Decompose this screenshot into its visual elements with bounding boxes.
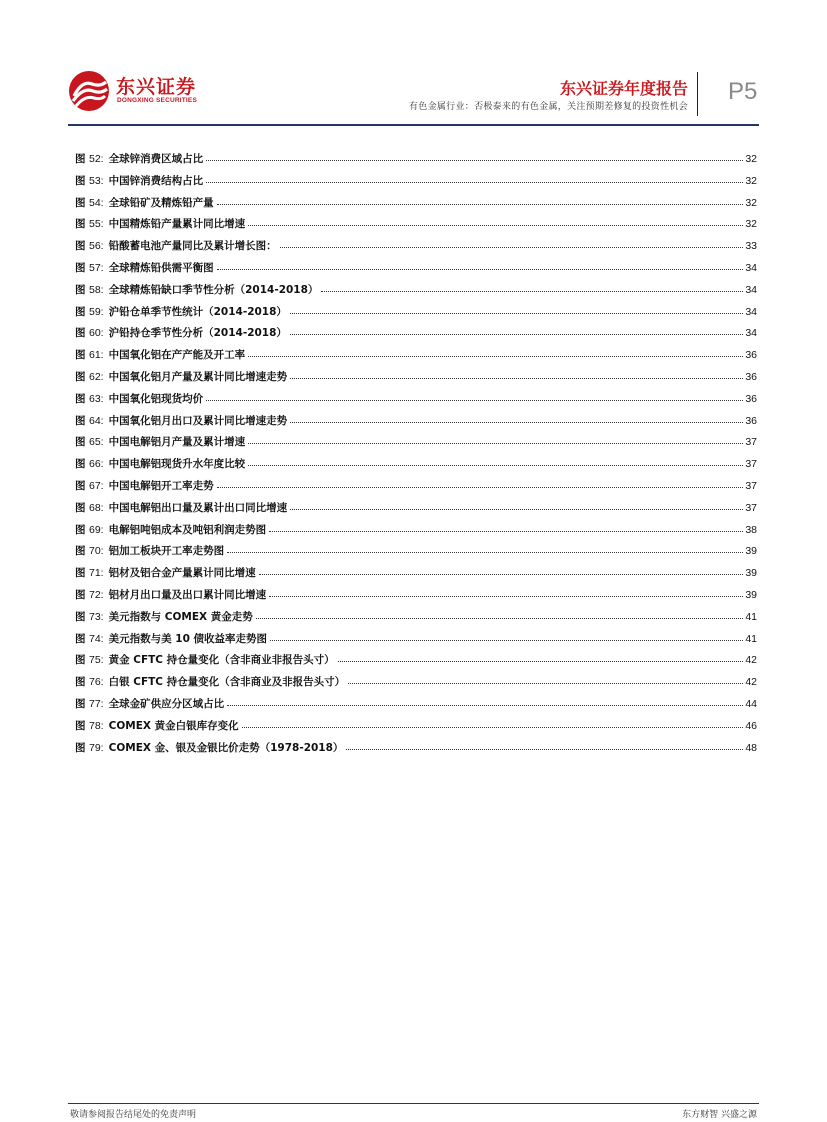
report-subtitle: 有色金属行业：否极泰来的有色金属，关注预期差修复的投资性机会 [408, 102, 688, 112]
dot-leader [206, 175, 743, 183]
figure-number: 78: [89, 719, 104, 732]
dot-leader [248, 458, 743, 466]
figure-list [75, 151, 757, 761]
page-reference: 42 [745, 654, 757, 667]
figure-title: COMEX 金、银及金银比价走势（1978-2018） [108, 741, 344, 754]
page-reference: 36 [745, 414, 757, 427]
toc-prefix: 图 [75, 414, 86, 427]
page-reference: 39 [745, 588, 757, 601]
page-reference: 34 [745, 305, 757, 318]
figure-number: 59: [89, 305, 104, 318]
figure-number: 76: [89, 676, 104, 689]
toc-prefix: 图 [75, 523, 86, 536]
figure-title: 美元指数与美 10 债收益率走势图 [108, 632, 268, 645]
figure-title: 黄金 CFTC 持仓量变化（含非商业非报告头寸） [108, 654, 335, 667]
logo-english-name: DONGXING SECURITIES [117, 97, 198, 104]
dot-leader [248, 349, 743, 357]
toc-prefix: 图 [75, 370, 86, 383]
toc-prefix: 图 [75, 436, 86, 449]
figure-title: 中国电解铝月产量及累计增速 [108, 436, 246, 449]
toc-entry[interactable] [75, 522, 757, 544]
toc-entry[interactable] [75, 238, 757, 260]
toc-prefix: 图 [75, 392, 86, 405]
toc-prefix: 图 [75, 610, 86, 623]
figure-title: 中国精炼铅产量累计同比增速 [108, 218, 246, 231]
toc-entry[interactable] [75, 609, 757, 631]
figure-number: 58: [89, 283, 104, 296]
toc-prefix: 图 [75, 458, 86, 471]
page-reference: 41 [745, 610, 757, 623]
figure-number: 71: [89, 567, 104, 580]
toc-prefix: 图 [75, 654, 86, 667]
page-reference: 32 [745, 196, 757, 209]
dot-leader [280, 240, 744, 248]
page-reference: 44 [745, 697, 757, 710]
figure-number: 60: [89, 327, 104, 340]
toc-entry[interactable] [75, 216, 757, 238]
toc-prefix: 图 [75, 545, 86, 558]
toc-prefix: 图 [75, 501, 86, 514]
figure-title: 全球铅矿及精炼铅产量 [108, 196, 214, 209]
figure-title: 中国电解铝现货升水年度比较 [108, 458, 246, 471]
toc-entry[interactable] [75, 500, 757, 522]
toc-prefix: 图 [75, 676, 86, 689]
figure-number: 53: [89, 174, 104, 187]
dot-leader [290, 371, 743, 379]
figure-title: 白银 CFTC 持仓量变化（含非商业及非报告头寸） [108, 676, 346, 689]
page-reference: 32 [745, 153, 757, 165]
figure-number: 69: [89, 523, 104, 536]
figure-number: 79: [89, 741, 104, 754]
report-title: 东兴证券年度报告 [559, 79, 688, 98]
figure-title: 全球锌消费区域占比 [108, 153, 204, 165]
toc-prefix: 图 [75, 479, 86, 492]
toc-entry[interactable] [75, 173, 757, 195]
page-reference: 48 [745, 741, 757, 754]
dot-leader [290, 502, 743, 510]
page-reference: 37 [745, 458, 757, 471]
figure-title: 全球精炼铅缺口季节性分析（2014-2018） [108, 283, 319, 296]
toc-prefix: 图 [75, 567, 86, 580]
page-reference: 37 [745, 479, 757, 492]
page-reference: 34 [745, 327, 757, 340]
toc-entry[interactable] [75, 325, 757, 347]
figure-title: 电解铝吨铝成本及吨铝利润走势图 [108, 523, 267, 536]
figure-title: 中国氧化铝月产量及累计同比增速走势 [108, 370, 288, 383]
page-reference: 36 [745, 392, 757, 405]
dot-leader [217, 480, 744, 488]
toc-prefix: 图 [75, 218, 86, 231]
page-number: P5 [728, 78, 758, 105]
header-divider [697, 72, 698, 116]
page-reference: 39 [745, 567, 757, 580]
toc-prefix: 图 [75, 719, 86, 732]
dot-leader [217, 197, 744, 205]
dot-leader [270, 633, 743, 641]
toc-prefix: 图 [75, 153, 86, 165]
toc-entry[interactable] [75, 696, 757, 718]
toc-prefix: 图 [75, 327, 86, 340]
toc-entry[interactable] [75, 587, 757, 609]
toc-prefix: 图 [75, 349, 86, 362]
logo-chinese-name: 东兴证券 [116, 76, 197, 98]
dot-leader [290, 327, 743, 335]
header-rule [68, 124, 759, 126]
figure-number: 52: [89, 153, 104, 165]
figure-title: COMEX 黄金白银库存变化 [108, 719, 239, 732]
dot-leader [227, 698, 743, 706]
figure-number: 72: [89, 588, 104, 601]
figure-number: 73: [89, 610, 104, 623]
page-reference: 34 [745, 261, 757, 274]
dot-leader [269, 524, 743, 532]
toc-entry[interactable] [75, 151, 757, 173]
figure-number: 77: [89, 697, 104, 710]
page-reference: 42 [745, 676, 757, 689]
figure-title: 中国氧化铝在产产能及开工率 [108, 349, 246, 362]
toc-entry[interactable] [75, 391, 757, 413]
toc-entry[interactable] [75, 740, 757, 762]
figure-number: 65: [89, 436, 104, 449]
dot-leader [321, 284, 743, 292]
figure-title: 铝加工板块开工率走势图 [108, 545, 225, 558]
dot-leader [248, 218, 743, 226]
page-reference: 41 [745, 632, 757, 645]
figure-title: 中国电解铝出口量及累计出口同比增速 [108, 501, 288, 514]
figure-number: 55: [89, 218, 104, 231]
dot-leader [348, 676, 743, 684]
toc-entry[interactable] [75, 652, 757, 674]
dot-leader [217, 262, 744, 270]
dot-leader [206, 393, 743, 401]
figure-title: 铅酸蓄电池产量同比及累计增长图： [108, 240, 277, 253]
toc-entry[interactable] [75, 413, 757, 435]
figure-number: 61: [89, 349, 104, 362]
figure-title: 沪铅持仓季节性分析（2014-2018） [108, 327, 287, 340]
dongxing-logo-icon [68, 70, 112, 112]
dot-leader [256, 611, 744, 619]
toc-entry[interactable] [75, 565, 757, 587]
toc-prefix: 图 [75, 588, 86, 601]
figure-title: 铝材月出口量及出口累计同比增速 [108, 588, 267, 601]
figure-title: 铝材及铝合金产量累计同比增速 [108, 567, 256, 580]
figure-title: 中国锌消费结构占比 [108, 174, 204, 187]
figure-title: 全球精炼铅供需平衡图 [108, 261, 214, 274]
figure-number: 74: [89, 632, 104, 645]
page-reference: 37 [745, 501, 757, 514]
dot-leader [242, 720, 744, 728]
dot-leader [259, 567, 744, 575]
toc-entry[interactable] [75, 347, 757, 369]
figure-number: 66: [89, 458, 104, 471]
toc-prefix: 图 [75, 283, 86, 296]
toc-prefix: 图 [75, 196, 86, 209]
figure-number: 67: [89, 479, 104, 492]
page-reference: 33 [745, 240, 757, 253]
toc-entry[interactable] [75, 631, 757, 653]
figure-title: 中国电解铝开工率走势 [108, 479, 214, 492]
toc-entry[interactable] [75, 718, 757, 740]
dot-leader [248, 436, 743, 444]
dot-leader [346, 742, 743, 750]
footer-slogan: 东方财智 兴盛之源 [682, 1110, 757, 1120]
toc-entry[interactable] [75, 543, 757, 565]
footer-rule [68, 1103, 759, 1104]
toc-prefix: 图 [75, 240, 86, 253]
toc-prefix: 图 [75, 174, 86, 187]
toc-entry[interactable] [75, 260, 757, 282]
figure-title: 沪铅仓单季节性统计（2014-2018） [108, 305, 287, 318]
figure-number: 63: [89, 392, 104, 405]
toc-prefix: 图 [75, 697, 86, 710]
figure-number: 57: [89, 261, 104, 274]
toc-entry[interactable] [75, 456, 757, 478]
figure-number: 56: [89, 240, 104, 253]
page-reference: 37 [745, 436, 757, 449]
figure-title: 美元指数与 COMEX 黄金走势 [108, 610, 253, 623]
toc-entry[interactable] [75, 304, 757, 326]
toc-prefix: 图 [75, 305, 86, 318]
toc-entry[interactable] [75, 195, 757, 217]
page-reference: 32 [745, 218, 757, 231]
footer-disclaimer: 敬请参阅报告结尾处的免责声明 [70, 1110, 197, 1120]
toc-entry[interactable] [75, 674, 757, 696]
figure-title: 中国氧化铝月出口及累计同比增速走势 [108, 414, 288, 427]
dot-leader [269, 589, 743, 597]
figure-number: 62: [89, 370, 104, 383]
figure-number: 54: [89, 196, 104, 209]
company-logo [68, 70, 208, 112]
dot-leader [206, 153, 743, 161]
figure-number: 70: [89, 545, 104, 558]
toc-entry[interactable] [75, 369, 757, 391]
figure-title: 中国氧化铝现货均价 [108, 392, 204, 405]
figure-number: 75: [89, 654, 104, 667]
page-reference: 46 [745, 719, 757, 732]
page-reference: 39 [745, 545, 757, 558]
page-reference: 36 [745, 370, 757, 383]
page-reference: 34 [745, 283, 757, 296]
page-reference: 38 [745, 523, 757, 536]
toc-entry[interactable] [75, 478, 757, 500]
toc-entry[interactable] [75, 434, 757, 456]
toc-prefix: 图 [75, 261, 86, 274]
toc-prefix: 图 [75, 632, 86, 645]
dot-leader [338, 654, 744, 662]
figure-number: 64: [89, 414, 104, 427]
page-reference: 32 [745, 174, 757, 187]
page-reference: 36 [745, 349, 757, 362]
figure-number: 68: [89, 501, 104, 514]
dot-leader [227, 545, 743, 553]
toc-entry[interactable] [75, 282, 757, 304]
toc-prefix: 图 [75, 741, 86, 754]
dot-leader [290, 415, 743, 423]
figure-title: 全球金矿供应分区域占比 [108, 697, 225, 710]
dot-leader [290, 306, 743, 314]
